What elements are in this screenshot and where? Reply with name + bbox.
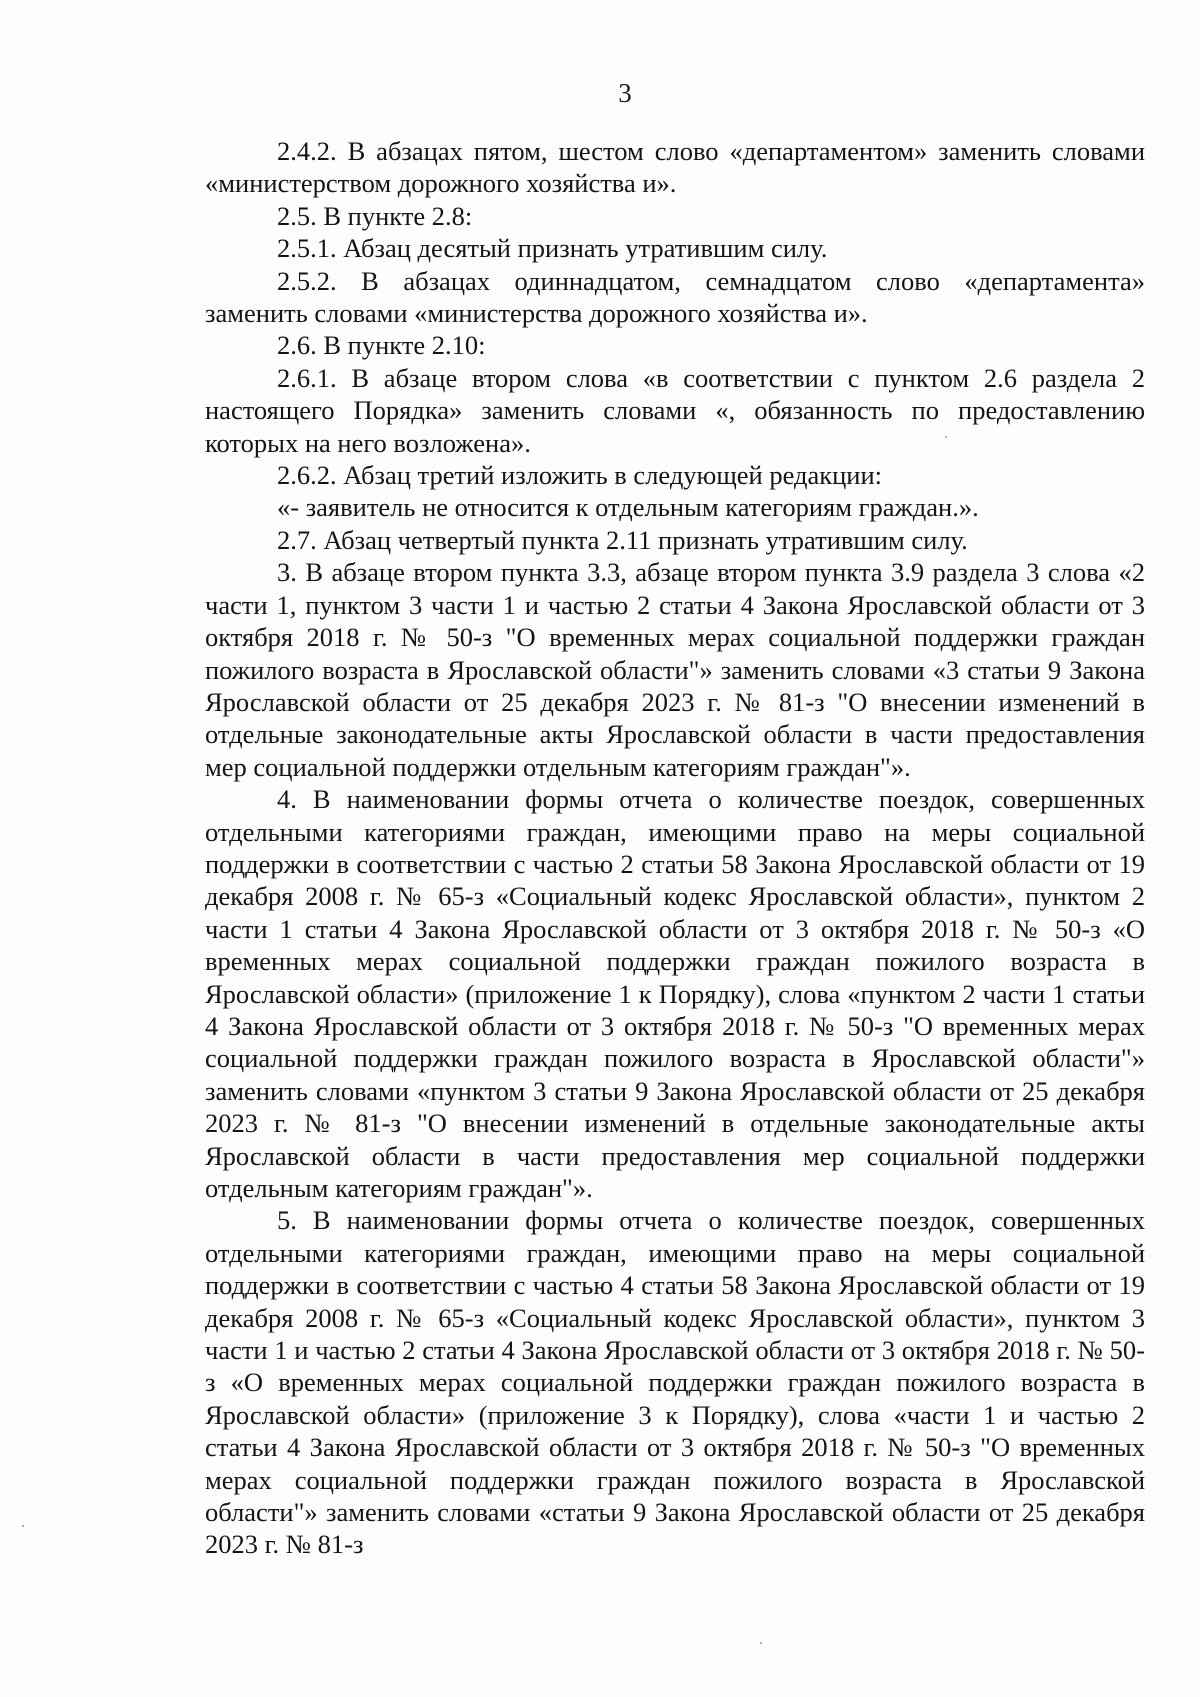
scan-speck [760, 1642, 762, 1644]
paragraph-2-4-2: 2.4.2. В абзацах пятом, шестом слово «департаментом» заменить словами «министерством дорожного хозяйства и». [205, 136, 1145, 199]
paragraph-2-5: 2.5. В пункте 2.8: [277, 200, 473, 231]
paragraph-quoted-text: «- заявитель не относится к отдельным категориям граждан.». [277, 492, 979, 523]
paragraph-2-7: 2.7. Абзац четвертый пункта 2.11 признать утратившим силу. [277, 524, 968, 555]
paragraph-5: 5. В наименовании формы отчета о количестве поездок, совершенных отдельными категориями граждан, имеющими право на меры социальной поддержки в соответствии с частью 4 статьи 58 Закона Ярославской области от 19 декабря 2008 г. № 65-з «Социальный кодекс Ярославской области», пунктом 3 части 1 и частью 2 статьи 4 Закона Ярославской области от 3 октября 2018 г. № 50-з «О временных мерах социальной поддержки граждан пожилого возраста в Ярославской области» (приложение 3 к Порядку), слова «части 1 и частью 2 статьи 4 Закона Ярославской области от 3 октября 2018 г. № 50-з "О временных мерах социальной поддержки граждан пожилого возраста в Ярославской области"» заменить словами «статьи 9 Закона Ярославской области от 25 декабря 2023 г. № 81-з [205, 1205, 1145, 1560]
paragraph-2-5-1: 2.5.1. Абзац десятый признать утратившим силу. [277, 233, 828, 264]
paragraph-2-5-2: 2.5.2. В абзацах одиннадцатом, семнадцатом слово «департамента» заменить словами «министерства дорожного хозяйства и». [205, 265, 1145, 329]
document-body [205, 135, 1145, 1561]
paragraph-2-6-2: 2.6.2. Абзац третий изложить в следующей редакции: [277, 460, 883, 491]
page-number: 3 [618, 78, 632, 108]
scan-speck [945, 436, 947, 438]
paragraph-4: 4. В наименовании формы отчета о количестве поездок, совершенных отдельными категориями граждан, имеющими право на меры социальной поддержки в соответствии с частью 2 статьи 58 Закона Ярославской области от 19 декабря 2008 г. № 65-з «Социальный кодекс Ярославской области», пунктом 2 части 1 статьи 4 Закона Ярославской области от 3 октября 2018 г. № 50-з «О временных мерах социальной поддержки граждан пожилого возраста в Ярославской области» (приложение 1 к Порядку), слова «пунктом 2 части 1 статьи 4 Закона Ярославской области от 3 октября 2018 г. № 50-з "О временных мерах социальной поддержки граждан пожилого возраста в Ярославской области"» заменить словами «пунктом 3 статьи 9 Закона Ярославской области от 25 декабря 2023 г. № 81-з "О внесении изменений в отдельные законодательные акты Ярославской области в части предоставления мер социальной поддержки отдельным категориям граждан"». [205, 784, 1145, 1203]
paragraph-3: 3. В абзаце втором пункта 3.3, абзаце втором пункта 3.9 раздела 3 слова «2 части 1, пунктом 3 части 1 и частью 2 статьи 4 Закона Ярославской области от 3 октября 2018 г. № 50-з "О временных мерах социальной поддержки граждан пожилого возраста в Ярославской области"» заменить словами «3 статьи 9 Закона Ярославской области от 25 декабря 2023 г. № 81-з "О внесении изменений в отдельные законодательные акты Ярославской области в части предоставления мер социальной поддержки отдельным категориям граждан"». [205, 557, 1145, 782]
paragraph-2-6: 2.6. В пункте 2.10: [277, 330, 486, 361]
scan-speck [22, 1525, 24, 1527]
paragraph-2-6-1: 2.6.1. В абзаце втором слова «в соответствии с пунктом 2.6 раздела 2 настоящего Порядка» заменить словами «, обязанность по предоставлению которых на него возложена». [205, 362, 1145, 458]
